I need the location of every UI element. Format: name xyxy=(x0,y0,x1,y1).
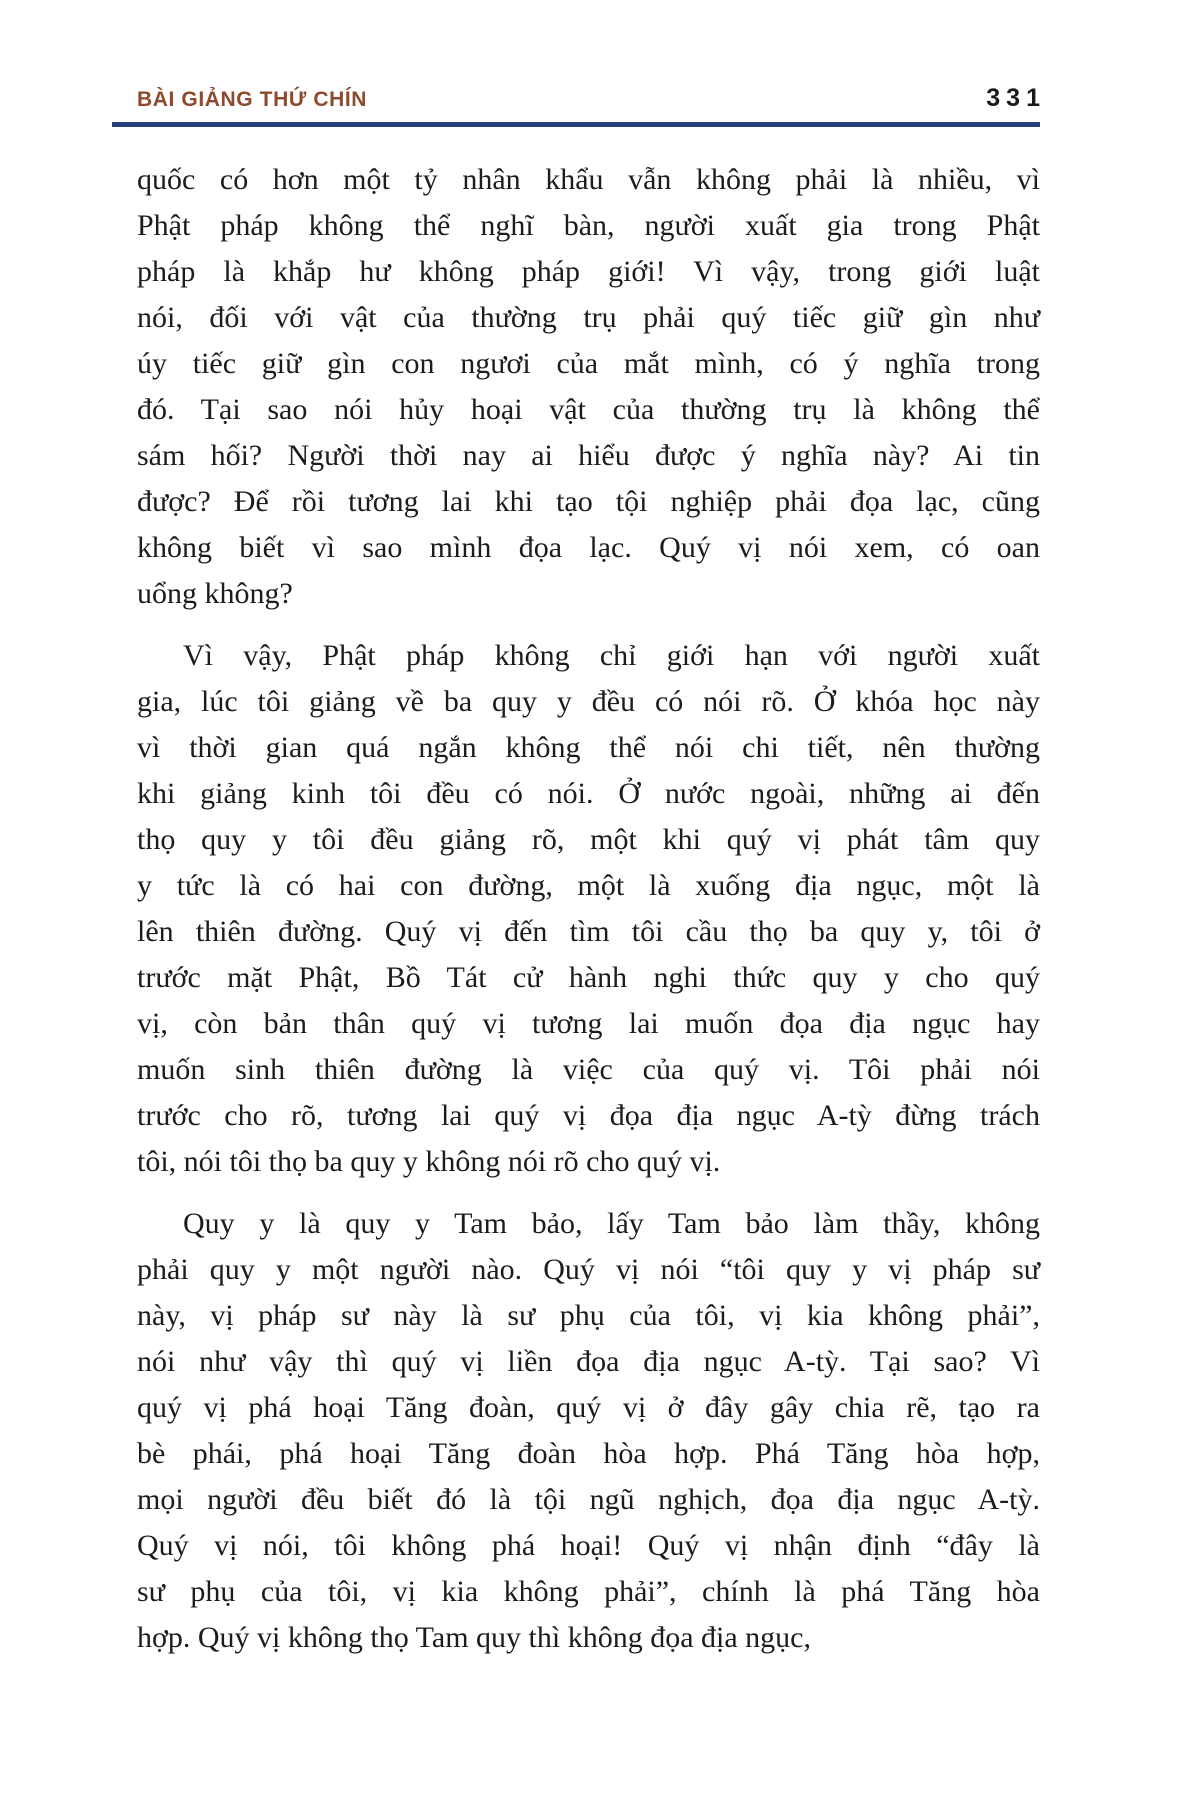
text-line: Vì vậy, Phật pháp không chỉ giới hạn với người xuất xyxy=(183,639,1040,672)
text-line: vị, còn bản thân quý vị tương lai muốn đọa địa ngục hay xyxy=(137,1007,1040,1040)
text-line: được? Để rồi tương lai khi tạo tội nghiệp phải đọa lạc, cũng xyxy=(137,485,1040,518)
text-line: gia, lúc tôi giảng về ba quy y đều có nói rõ. Ở khóa học này xyxy=(137,685,1040,718)
text-line: bè phái, phá hoại Tăng đoàn hòa hợp. Phá Tăng hòa hợp, xyxy=(137,1437,1040,1470)
text-line: uổng không? xyxy=(137,577,293,610)
content-area xyxy=(137,84,1046,1661)
text-line: này, vị pháp sư này là sư phụ của tôi, vị kia không phải”, xyxy=(137,1299,1040,1332)
text-line: nói như vậy thì quý vị liền đọa địa ngục A-tỳ. Tại sao? Vì xyxy=(137,1345,1040,1378)
text-line: trước mặt Phật, Bồ Tát cử hành nghi thức quy y cho quý xyxy=(137,961,1040,994)
text-line: lên thiên đường. Quý vị đến tìm tôi cầu thọ ba quy y, tôi ở xyxy=(137,915,1040,948)
text-line: muốn sinh thiên đường là việc của quý vị. Tôi phải nói xyxy=(137,1053,1040,1086)
text-line: thọ quy y tôi đều giảng rõ, một khi quý vị phát tâm quy xyxy=(137,823,1040,856)
paragraph xyxy=(137,157,1040,617)
text-line: phải quy y một người nào. Quý vị nói “tôi quy y vị pháp sư xyxy=(137,1253,1040,1286)
paragraph xyxy=(137,1201,1040,1661)
text-line: vì thời gian quá ngắn không thể nói chi tiết, nên thường xyxy=(137,731,1040,764)
text-line: hợp. Quý vị không thọ Tam quy thì không đọa địa ngục, xyxy=(137,1621,811,1654)
text-line: y tức là có hai con đường, một là xuống địa ngục, một là xyxy=(137,869,1040,902)
text-line: không biết vì sao mình đọa lạc. Quý vị nói xem, có oan xyxy=(137,531,1040,564)
text-line: Quý vị nói, tôi không phá hoại! Quý vị nhận định “đây là xyxy=(137,1529,1040,1562)
text-line: trước cho rõ, tương lai quý vị đọa địa ngục A-tỳ đừng trách xyxy=(137,1099,1040,1132)
text-line: Quy y là quy y Tam bảo, lấy Tam bảo làm thầy, không xyxy=(183,1207,1040,1240)
text-line: quý vị phá hoại Tăng đoàn, quý vị ở đây gây chia rẽ, tạo ra xyxy=(137,1391,1040,1424)
text-line: sám hối? Người thời nay ai hiểu được ý nghĩa này? Ai tin xyxy=(137,439,1040,472)
text-line: tôi, nói tôi thọ ba quy y không nói rõ cho quý vị. xyxy=(137,1145,721,1178)
page-body xyxy=(137,157,1040,1661)
header-rule xyxy=(112,122,1040,127)
text-line: khi giảng kinh tôi đều có nói. Ở nước ngoài, những ai đến xyxy=(137,777,1040,810)
text-line: nói, đối với vật của thường trụ phải quý tiếc giữ gìn như xyxy=(137,301,1040,334)
page-number: 331 xyxy=(986,84,1046,112)
text-line: sư phụ của tôi, vị kia không phải”, chính là phá Tăng hòa xyxy=(137,1575,1040,1608)
running-title: BÀI GIẢNG THỨ CHÍN xyxy=(137,88,368,111)
text-line: Phật pháp không thể nghĩ bàn, người xuất gia trong Phật xyxy=(137,209,1040,242)
text-line: pháp là khắp hư không pháp giới! Vì vậy, trong giới luật xyxy=(137,255,1040,288)
page-header xyxy=(137,84,1046,113)
text-line: đó. Tại sao nói hủy hoại vật của thường trụ là không thể xyxy=(137,393,1040,426)
text-line: úy tiếc giữ gìn con ngươi của mắt mình, có ý nghĩa trong xyxy=(137,347,1040,380)
paragraph xyxy=(137,633,1040,1185)
text-line: mọi người đều biết đó là tội ngũ nghịch, đọa địa ngục A-tỳ. xyxy=(137,1483,1040,1516)
text-line: quốc có hơn một tỷ nhân khẩu vẫn không phải là nhiều, vì xyxy=(137,163,1040,196)
